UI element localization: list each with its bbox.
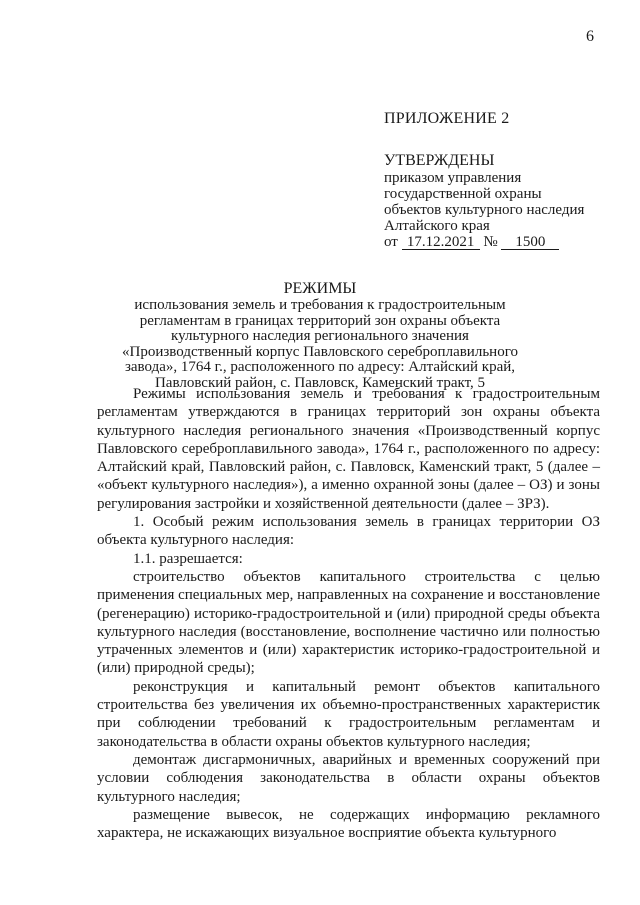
body-paragraph: 1. Особый режим использования земель в границах территории ОЗ объекта культурного наследия:	[97, 514, 600, 549]
approved-label: УТВЕРЖДЕНЫ	[384, 152, 495, 169]
body-paragraph: строительство объектов капитального строительства с целью применения специальных мер, направленных на сохранение и восстановление (регенерацию) историко-градостроительной и (или) природной среды объекта культурного наследия (восстановление, восполнение частично или полностью утраченных элементов и (или) характеристик историко-градостроительной и (или) природной среды);	[97, 568, 600, 677]
order-number: 1500	[501, 235, 559, 250]
appendix-header	[384, 110, 624, 250]
body-paragraph: размещение вывесок, не содержащих информацию рекламного характера, не искажающих визуальное восприятие объекта культурного	[97, 806, 600, 842]
order-date: 17.12.2021	[402, 235, 480, 250]
appendix-line: государственной охраны	[384, 186, 542, 202]
title-line: культурного наследия регионального значения	[171, 328, 469, 344]
order-line	[384, 234, 624, 250]
document-title: РЕЖИМЫ	[283, 280, 357, 297]
page-number: 6	[586, 28, 594, 45]
title-line: регламентам в границах территорий зон охраны объекта	[139, 312, 501, 329]
order-prefix: от	[384, 234, 398, 250]
title-line: «Производственный корпус Павловского сереброплавильного	[122, 343, 518, 360]
appendix-line: приказом управления	[384, 170, 522, 186]
body-paragraph: 1.1. разрешается:	[133, 550, 243, 567]
document-title-block	[100, 280, 540, 391]
body-paragraph: демонтаж дисгармоничных, аварийных и временных сооружений при условии соблюдения законодательства в области охраны объектов культурного наследия;	[97, 751, 600, 805]
order-number-sign: №	[483, 234, 498, 250]
appendix-title: ПРИЛОЖЕНИЕ 2	[384, 110, 510, 127]
body-paragraph: реконструкция и капитальный ремонт объектов капитального строительства без увеличения их объемно-пространственных характеристик при соблюдении требований к градостроительным регламентам и законодательства в области охраны объектов культурного наследия;	[97, 678, 600, 750]
title-line: использования земель и требования к градостроительным	[134, 297, 506, 313]
body-paragraph: Режимы использования земель и требования к градостроительным регламентам утверждаются в границах территорий зон охраны объекта культурного наследия регионального значения «Производственный корпус Павловского сереброплавильного завода», 1764 г., расположенного по адресу: Алтайский край, Павловский район, с. Павловск, Каменский тракт, 5 (далее – «объект культурного наследия»), а именно охранной зоны (далее – ОЗ) и зоны регулирования застройки и хозяйственной деятельности (далее – ЗРЗ).	[97, 386, 600, 512]
document-body	[97, 385, 600, 842]
title-line: завода», 1764 г., расположенного по адресу: Алтайский край,	[124, 359, 516, 375]
appendix-line: Алтайского края	[384, 218, 490, 234]
title-line: Павловский район, с. Павловск, Каменский тракт, 5	[154, 374, 486, 391]
appendix-line: объектов культурного наследия	[384, 202, 585, 218]
